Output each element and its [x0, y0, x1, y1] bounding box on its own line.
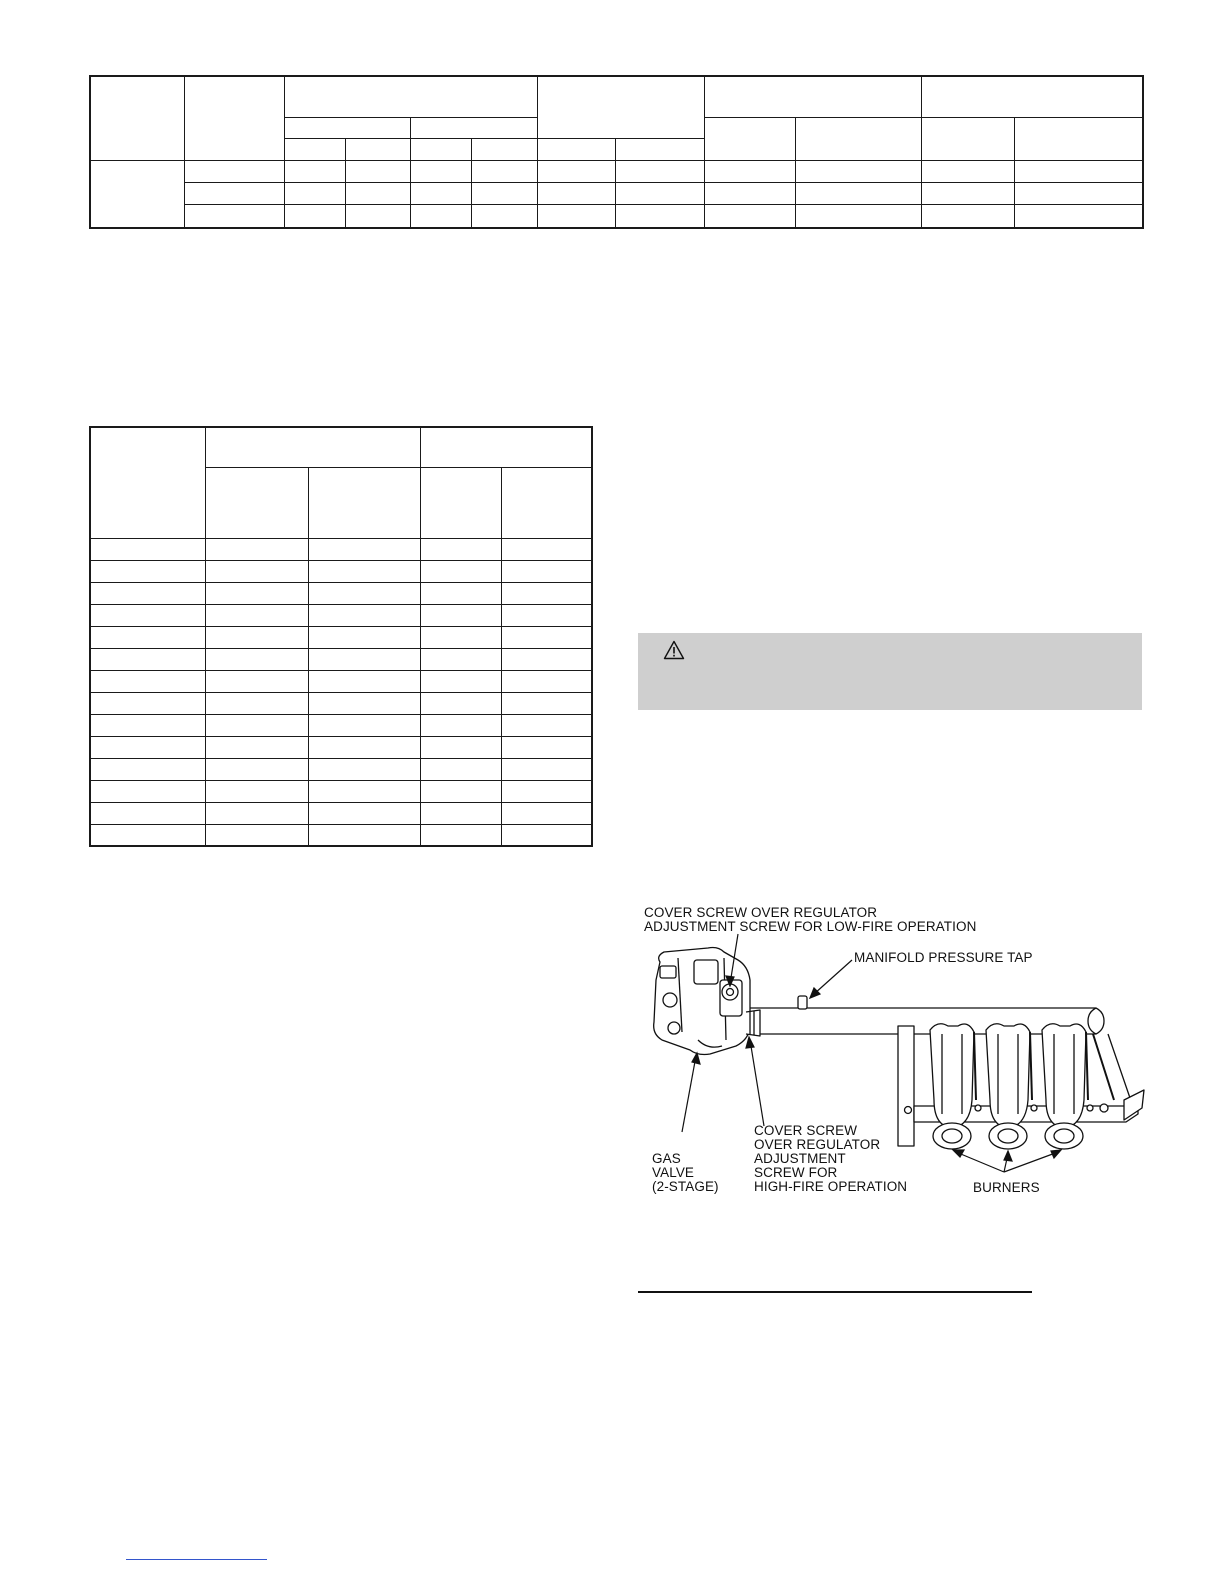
- table-cell: [205, 714, 308, 736]
- table-cell: [90, 714, 205, 736]
- header-cell: [420, 427, 592, 467]
- table-cell: [205, 802, 308, 824]
- table-cell: [501, 758, 592, 780]
- table-cell: [420, 648, 501, 670]
- table-cell: [795, 205, 921, 228]
- table-cell: [205, 604, 308, 626]
- table-cell: [420, 692, 501, 714]
- table-cell: [420, 736, 501, 758]
- callout-line: HIGH-FIRE OPERATION: [754, 1179, 908, 1194]
- callout-line: GAS: [652, 1151, 681, 1166]
- table-cell: [205, 560, 308, 582]
- table-row: [90, 582, 592, 604]
- table-cell: [90, 648, 205, 670]
- callout-line: (2-STAGE): [652, 1179, 719, 1194]
- header-cell: [704, 117, 795, 160]
- table-cell: [308, 736, 420, 758]
- table-cell: [501, 670, 592, 692]
- table-cell: [471, 161, 537, 183]
- header-cell: [704, 76, 921, 117]
- table-cell: [90, 670, 205, 692]
- header-cell: [345, 138, 410, 160]
- table-cell: [308, 604, 420, 626]
- table-row: [90, 736, 592, 758]
- table-cell: [420, 714, 501, 736]
- table-cell: [471, 205, 537, 228]
- header-cell: [90, 427, 205, 538]
- header-cell: [921, 117, 1014, 160]
- table-cell: [308, 714, 420, 736]
- table-cell: [420, 560, 501, 582]
- table-cell: [308, 802, 420, 824]
- table-cell: [308, 758, 420, 780]
- header-cell: [537, 76, 704, 138]
- table-cell: [795, 161, 921, 183]
- table-row: [90, 161, 1143, 183]
- table-cell: [501, 736, 592, 758]
- table-cell: [420, 780, 501, 802]
- table-cell: [501, 582, 592, 604]
- table-cell: [704, 161, 795, 183]
- header-cell: [284, 138, 345, 160]
- table-cell: [308, 626, 420, 648]
- table-cell: [501, 626, 592, 648]
- table-cell: [308, 670, 420, 692]
- table-row: [90, 802, 592, 824]
- table-row: [90, 758, 592, 780]
- table-cell: [205, 538, 308, 560]
- table-cell: [308, 648, 420, 670]
- table-cell: [921, 205, 1014, 228]
- table-cell: [308, 692, 420, 714]
- table-cell: [501, 780, 592, 802]
- table-cell: [184, 205, 284, 228]
- gas-input-table: [89, 75, 1144, 229]
- header-cell: [205, 427, 420, 467]
- table-cell: [410, 183, 471, 205]
- table-cell: [501, 538, 592, 560]
- burners-callout: BURNERS: [973, 1180, 1040, 1195]
- manifold-tap-callout: MANIFOLD PRESSURE TAP: [854, 950, 1033, 965]
- header-cell: [501, 467, 592, 538]
- table-row: [90, 692, 592, 714]
- table-row: [90, 670, 592, 692]
- table-cell: [90, 161, 184, 228]
- warning-box: [638, 633, 1142, 710]
- table-cell: [345, 183, 410, 205]
- header-cell: [284, 76, 537, 117]
- table-cell: [420, 604, 501, 626]
- orifice-pressure-table: [89, 426, 593, 847]
- callout-line: VALVE: [652, 1165, 695, 1180]
- footer-link-underline: [126, 1559, 267, 1560]
- table-row: [90, 824, 592, 846]
- table-cell: [205, 670, 308, 692]
- table-cell: [704, 183, 795, 205]
- table-row: [90, 648, 592, 670]
- table-cell: [471, 183, 537, 205]
- table-cell: [501, 692, 592, 714]
- table-cell: [537, 161, 615, 183]
- table-cell: [1014, 161, 1143, 183]
- table-cell: [501, 824, 592, 846]
- table-cell: [90, 692, 205, 714]
- table-cell: [1014, 205, 1143, 228]
- table-cell: [420, 626, 501, 648]
- table-cell: [615, 205, 704, 228]
- header-cell: [537, 138, 615, 160]
- table-cell: [704, 205, 795, 228]
- header-cell: [90, 76, 184, 161]
- table-cell: [205, 648, 308, 670]
- table-cell: [537, 183, 615, 205]
- table-cell: [615, 183, 704, 205]
- table-row: [90, 780, 592, 802]
- table-cell: [308, 582, 420, 604]
- warning-triangle-icon: [663, 640, 685, 660]
- header-cell: [308, 467, 420, 538]
- header-cell: [795, 117, 921, 160]
- header-cell: [205, 467, 308, 538]
- table-cell: [284, 161, 345, 183]
- table-row: [90, 183, 1143, 205]
- table-cell: [410, 205, 471, 228]
- table-cell: [90, 824, 205, 846]
- table-cell: [501, 714, 592, 736]
- low-fire-callout: [644, 906, 976, 934]
- table-cell: [90, 560, 205, 582]
- table-cell: [501, 604, 592, 626]
- table-cell: [284, 183, 345, 205]
- table-row: [90, 538, 592, 560]
- header-cell: [921, 76, 1143, 117]
- table-cell: [537, 205, 615, 228]
- table-cell: [90, 538, 205, 560]
- table-cell: [308, 560, 420, 582]
- header-cell: [1014, 117, 1143, 160]
- table-cell: [205, 692, 308, 714]
- table-cell: [420, 824, 501, 846]
- high-fire-callout: [754, 1124, 907, 1194]
- callout-line: ADJUSTMENT: [754, 1151, 846, 1166]
- callout-line: COVER SCREW OVER REGULATOR: [644, 905, 878, 920]
- callout-line: SCREW FOR: [754, 1165, 838, 1180]
- table-cell: [205, 780, 308, 802]
- table-row: [90, 714, 592, 736]
- table-cell: [90, 802, 205, 824]
- table-cell: [345, 161, 410, 183]
- header-cell: [471, 138, 537, 160]
- table-cell: [501, 560, 592, 582]
- table-cell: [184, 183, 284, 205]
- table-cell: [795, 183, 921, 205]
- header-cell: [184, 76, 284, 161]
- table-cell: [410, 161, 471, 183]
- header-cell: [410, 138, 471, 160]
- table-cell: [90, 582, 205, 604]
- table-cell: [921, 161, 1014, 183]
- table-cell: [420, 670, 501, 692]
- header-cell: [284, 117, 410, 138]
- table-cell: [205, 824, 308, 846]
- table-row: [90, 626, 592, 648]
- callout-line: COVER SCREW: [754, 1123, 858, 1138]
- header-cell: [420, 467, 501, 538]
- table-cell: [205, 758, 308, 780]
- table-cell: [615, 161, 704, 183]
- table-cell: [205, 736, 308, 758]
- table-cell: [921, 183, 1014, 205]
- table-cell: [184, 161, 284, 183]
- table-cell: [420, 538, 501, 560]
- table-cell: [308, 780, 420, 802]
- table-row: [90, 604, 592, 626]
- table-cell: [345, 205, 410, 228]
- gas-valve-figure: [638, 900, 1158, 1210]
- table-cell: [205, 626, 308, 648]
- table-cell: [501, 802, 592, 824]
- table-row: [90, 205, 1143, 228]
- table-cell: [308, 824, 420, 846]
- header-cell: [615, 138, 704, 160]
- callout-line: ADJUSTMENT SCREW FOR LOW-FIRE OPERATION: [644, 919, 977, 934]
- table-cell: [90, 736, 205, 758]
- table-cell: [420, 802, 501, 824]
- table-cell: [90, 780, 205, 802]
- callout-line: OVER REGULATOR: [754, 1137, 881, 1152]
- table-cell: [205, 582, 308, 604]
- table-row: [90, 560, 592, 582]
- table-cell: [90, 626, 205, 648]
- table-cell: [420, 758, 501, 780]
- table-cell: [420, 582, 501, 604]
- table-cell: [90, 604, 205, 626]
- table-cell: [284, 205, 345, 228]
- table-cell: [90, 758, 205, 780]
- gas-valve-callout: [652, 1152, 719, 1194]
- table-cell: [1014, 183, 1143, 205]
- table-cell: [308, 538, 420, 560]
- section-rule: [638, 1291, 1032, 1293]
- table-cell: [501, 648, 592, 670]
- header-cell: [410, 117, 537, 138]
